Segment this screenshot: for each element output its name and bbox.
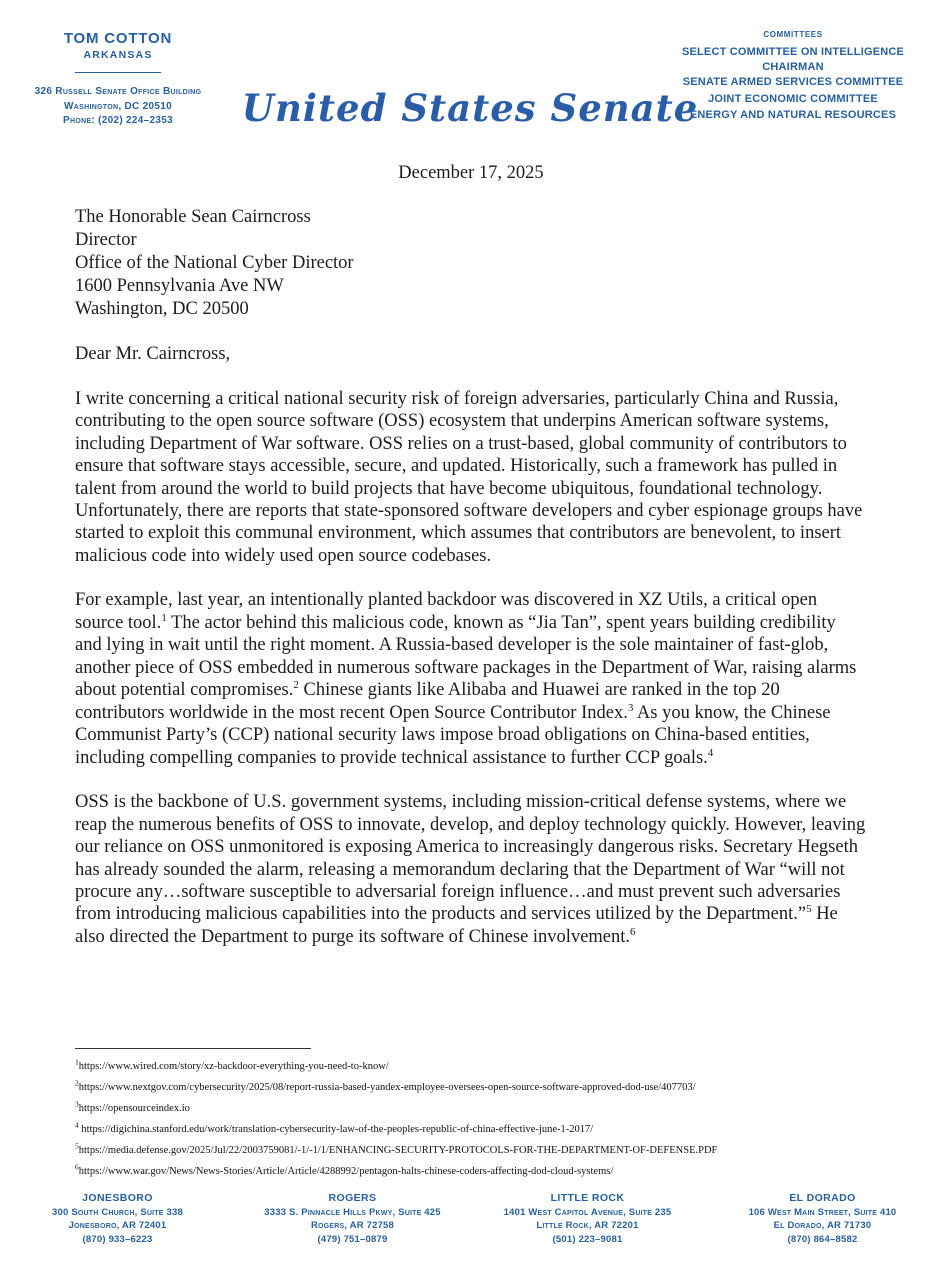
salutation: Dear Mr. Cairncross, [75, 344, 231, 365]
office-line: Little Rock, AR 72201 [536, 1220, 639, 1232]
body-paragraph: OSS is the backbone of U.S. government systems, including mission-critical defense systems, where we reap the numerous benefits of OSS to innovate, develop, and deploy technology quickly. However, leaving our reliance on OSS unmonitored is exposing America to increasingly dangerous risks. Secretary Hegseth has already sounded the alarm, releasing a memorandum declaring that the Department of War “will not procure any…software susceptible to adversarial foreign influence…and must prevent such adversaries from introducing malicious capabilities into the products and services utilized by the Department.”$^5$ He also directed the Department to purge its software of Chinese involvement.$^6$ [75, 792, 866, 947]
office-rogers [235, 1192, 470, 1246]
senator-name: TOM COTTON [63, 30, 173, 47]
office-city: JONESBORO [82, 1192, 153, 1204]
office-line: 300 South Church, Suite 338 [52, 1207, 183, 1218]
footnote [75, 1099, 875, 1115]
committee-item: JOINT ECONOMIC COMMITTEE [708, 92, 878, 105]
committee-chairman-note: CHAIRMAN [762, 60, 824, 73]
footnote [75, 1141, 875, 1157]
footnote-url: https://opensourceindex.io [78, 1103, 190, 1115]
body-paragraph: I write concerning a critical national security risk of foreign adversaries, particularly China and Russia, contributing to the open source software (OSS) ecosystem that underpins American software systems, including Department of War software. OSS relies on a trust-based, global community of contributors to ensure that software stays accessible, secure, and updated. Historically, such a framework has pulled in talent from around the world to build projects that have become ubiquitous, foundational technology. Unfortunately, there are reports that state-sponsored software developers and cyber espionage groups have started to exploit this communal environment, which assumes that contributors are benevolent, to insert malicious code into widely used open source codebases. [75, 388, 863, 566]
recipient-line: Washington, DC 20500 [75, 299, 249, 320]
letterhead-committees-block [668, 30, 918, 124]
footnote-separator-rule [75, 1048, 311, 1049]
recipient-line: Director [75, 230, 137, 251]
senator-state: ARKANSAS [83, 49, 153, 61]
district-offices-footer [0, 1192, 940, 1246]
footnotes-section [75, 1048, 875, 1187]
office-address-line: Phone: (202) 224–2353 [63, 115, 173, 126]
footnote [75, 1078, 875, 1094]
office-line: (501) 223–9081 [552, 1233, 623, 1245]
letter-body [75, 162, 867, 948]
footnote [75, 1057, 875, 1073]
office-line: 1401 West Capitol Avenue, Suite 235 [503, 1207, 672, 1218]
office-line: (870) 864–8582 [787, 1233, 858, 1245]
recipient-line: Office of the National Cyber Director [75, 253, 354, 274]
office-city: ROGERS [328, 1192, 377, 1204]
office-line: Jonesboro, AR 72401 [68, 1220, 167, 1232]
office-line: (479) 751–0879 [317, 1233, 388, 1245]
recipient-address-block [75, 206, 867, 321]
office-address-line: Washington, DC 20510 [64, 100, 172, 112]
office-city: LITTLE ROCK [550, 1192, 625, 1204]
office-jonesboro [0, 1192, 235, 1246]
senate-masthead: United States Senate [241, 86, 699, 130]
committee-item: ENERGY AND NATURAL RESOURCES [689, 109, 897, 122]
body-paragraph: For example, last year, an intentionally planted backdoor was discovered in XZ Utils, a critical open source tool.$^1$ The actor behind this malicious code, known as “Jia Tan”, spent years building credibility and lying in wait until the right moment. A Russia-based developer is the sole maintainer of fast-glob, another piece of OSS embedded in numerous software packages in the Department of War, raising alarms about potential compromises.$^2$ Chinese giants like Alibaba and Huawei are ranked in the top 20 contributors worldwide in the most recent Open Source Contributor Index.$^3$ As you know, the Chinese Communist Party’s (CCP) national security laws impose broad obligations on China-based entities, including compelling companies to provide technical assistance to further CCP goals.$^4$ [75, 590, 857, 768]
footnote-url: https://www.wired.com/story/xz-backdoor-everything-you-need-to-know/ [78, 1061, 389, 1072]
recipient-line: The Honorable Sean Cairncross [75, 207, 311, 228]
footnote-marker: 2 [75, 1078, 79, 1088]
footnote-marker: 6 [75, 1162, 79, 1172]
footnote-marker: 1 [75, 1057, 79, 1067]
office-line: Rogers, AR 72758 [310, 1220, 395, 1232]
footnote-url: https://www.war.gov/News/News-Stories/Article/Article/4288992/pentagon-halts-chinese-coders-affecting-dod-cloud-systems/ [78, 1166, 614, 1178]
office-line: (870) 933–6223 [82, 1233, 153, 1245]
footnote-url: https://media.defense.gov/2025/Jul/22/2003759081/-1/-1/1/ENHANCING-SECURITY-PROTOCOLS-FOR-THE-DEPARTMENT-OF-DEFENSE.PDF [78, 1145, 718, 1157]
office-line: 106 West Main Street, Suite 410 [748, 1207, 897, 1218]
letter-date: December 17, 2025 [398, 163, 544, 183]
office-little-rock [470, 1192, 705, 1246]
office-address-line: 326 Russell Senate Office Building [34, 86, 202, 97]
footnote [75, 1120, 875, 1136]
committee-item: SELECT COMMITTEE ON INTELLIGENCE [681, 46, 905, 58]
office-line: El Dorado, AR 71730 [773, 1220, 872, 1232]
office-el-dorado [705, 1192, 940, 1246]
footnote-marker: 4 [75, 1120, 79, 1130]
footnote-marker: 5 [75, 1141, 79, 1151]
office-city: EL DORADO [789, 1192, 856, 1204]
committees-label: COMMITTEES [763, 30, 823, 39]
footnote [75, 1162, 875, 1178]
office-line: 3333 S. Pinnacle Hills Pkwy, Suite 425 [264, 1207, 441, 1218]
footnote-url: https://www.nextgov.com/cybersecurity/2025/08/report-russia-based-yandex-employee-oversees-open-source-software-approved-dod-use/407703/ [78, 1082, 696, 1094]
footnote-url: https://digichina.stanford.edu/work/translation-cybersecurity-law-of-the-peoples-republic-of-china-effective-june-1-2017/ [78, 1124, 594, 1136]
footnote-marker: 3 [75, 1099, 79, 1109]
recipient-line: 1600 Pennsylvania Ave NW [75, 276, 284, 297]
committee-item: SENATE ARMED SERVICES COMMITTEE [682, 76, 904, 89]
letterhead-divider [75, 72, 161, 73]
